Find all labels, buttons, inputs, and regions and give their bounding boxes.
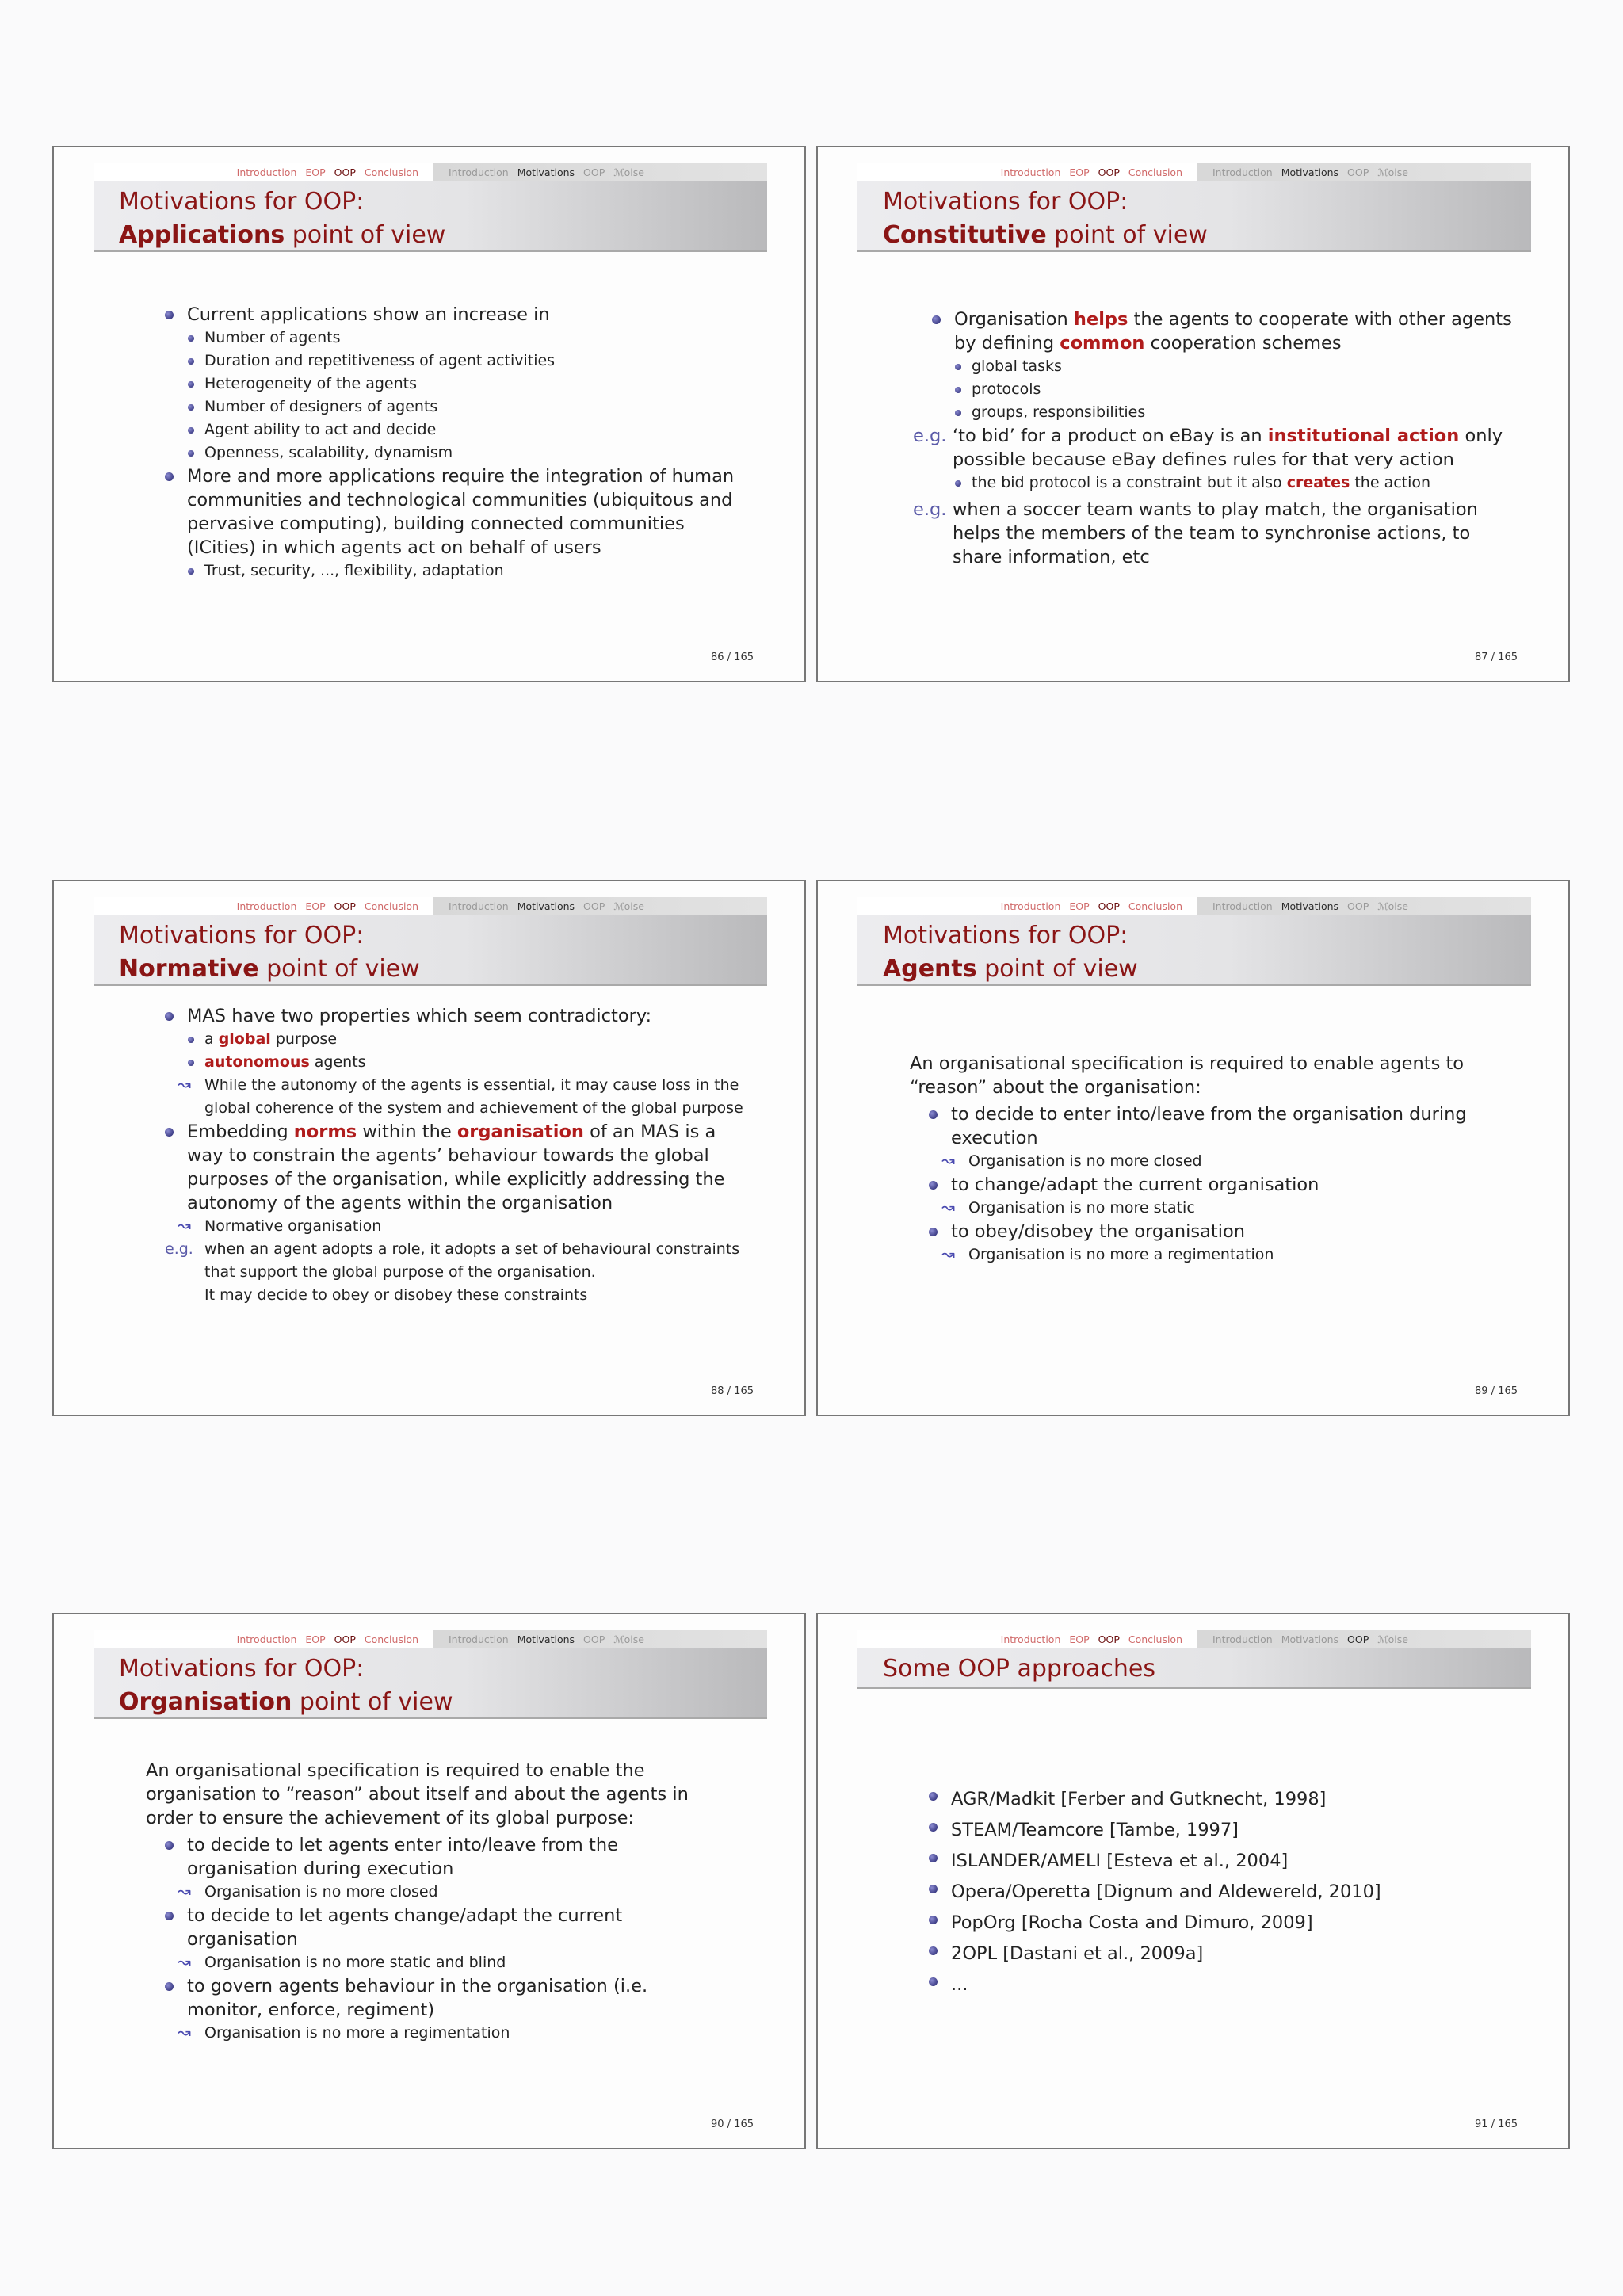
slide-title [94,915,767,986]
title-line-2: Organisation point of view [119,1688,453,1716]
bullet-item: to govern agents behaviour in the organisation (i.e. monitor, enforce, regiment) [165,1974,709,2022]
consequence-item: ↝ Organisation is no more static and blind [165,1951,709,1974]
subnav-introduction-link[interactable]: Introduction [1212,900,1273,912]
page-number: 91 / 165 [1475,2118,1518,2130]
sub-bullet-item: the bid protocol is a constraint but it also creates the action [932,472,1521,495]
nav-conclusion-link[interactable]: Conclusion [364,900,418,912]
subnav-introduction-link[interactable]: Introduction [1212,1633,1273,1645]
nav-oop-link[interactable]: OOP [334,166,356,178]
nav-eop-link[interactable]: EOP [1069,166,1090,178]
example-item: e.g. when a soccer team wants to play match, the organisation helps the members of the team to synchronise actions, to share information, etc [913,499,1478,567]
nav-oop-link[interactable]: OOP [1098,166,1120,178]
subnav-motivations-link[interactable]: Motivations [1281,900,1339,912]
nav-conclusion-link[interactable]: Conclusion [1128,900,1182,912]
slide-content [146,1759,709,2045]
consequence-item: ↝ Organisation is no more a regimentation [929,1244,1521,1266]
consequence-item: ↝ Organisation is no more closed [165,1881,709,1904]
nav-introduction-link[interactable]: Introduction [1000,900,1061,912]
subnav-moise-link[interactable]: ℳoise [613,1633,644,1645]
title-line-2: Agents point of view [883,955,1138,983]
slide-title [857,915,1531,986]
sub-bullet-item: Agent ability to act and decide [165,418,757,441]
subnav-moise-link[interactable]: ℳoise [1377,166,1408,178]
subnav-oop-link[interactable]: OOP [1347,900,1369,912]
nav-bar [94,1630,767,1648]
consequence-item: ↝ Organisation is no more a regimentation [165,2022,709,2045]
nav-conclusion-link[interactable]: Conclusion [1128,166,1182,178]
subnav-introduction-link[interactable]: Introduction [449,1633,509,1645]
consequence-item: ↝ Organisation is no more closed [929,1150,1521,1173]
intro-text: An organisational specification is required to enable agents to “reason” about the organisation: [910,1053,1465,1098]
bullet-item: ... [929,1969,1521,2000]
slide-content [165,1004,757,1307]
title-line-1: Motivations for OOP: [119,922,365,949]
bullet-item: to decide to let agents enter into/leave from the organisation during execution [165,1833,709,1881]
subnav-motivations-link[interactable]: Motivations [517,166,575,178]
subnav-moise-link[interactable]: ℳoise [613,900,644,912]
title-line-2: Applications point of view [119,221,446,249]
nav-conclusion-link[interactable]: Conclusion [364,166,418,178]
slide-86 [52,146,806,682]
subnav-oop-link[interactable]: OOP [1347,166,1369,178]
page-number: 87 / 165 [1475,651,1518,663]
sub-bullet-item: Trust, security, ..., flexibility, adaptation [165,560,757,583]
subnav-introduction-link[interactable]: Introduction [1212,166,1273,178]
bullet-item: to change/adapt the current organisation [929,1173,1521,1197]
subnav-oop-link[interactable]: OOP [583,166,605,178]
slide-88 [52,880,806,1416]
page-number: 90 / 165 [711,2118,754,2130]
nav-oop-link[interactable]: OOP [334,1633,356,1645]
consequence-item: ↝ Organisation is no more static [929,1197,1521,1220]
bullet-item: to decide to let agents change/adapt the current organisation [165,1904,709,1951]
sub-bullet-item: Openness, scalability, dynamism [165,441,757,464]
nav-oop-link[interactable]: OOP [1098,900,1120,912]
intro-text: An organisational specification is required to enable the organisation to “reason” about itself and about the agents in order to ensure the achievement of its global purpose: [146,1760,689,1828]
slide-content [913,308,1521,569]
bullet-item: MAS have two properties which seem contradictory: [165,1004,757,1028]
sub-bullet-item: Number of designers of agents [165,395,757,418]
title-line-1: Motivations for OOP: [883,188,1128,216]
title-line-1: Some OOP approaches [883,1655,1155,1683]
nav-introduction-link[interactable]: Introduction [236,166,297,178]
nav-conclusion-link[interactable]: Conclusion [364,1633,418,1645]
nav-oop-link[interactable]: OOP [334,900,356,912]
subnav-introduction-link[interactable]: Introduction [449,900,509,912]
nav-eop-link[interactable]: EOP [1069,1633,1090,1645]
subnav-oop-link[interactable]: OOP [583,1633,605,1645]
page-number: 88 / 165 [711,1385,754,1397]
bullet-item: to decide to enter into/leave from the organisation during execution [929,1102,1521,1150]
slide-title [94,181,767,252]
slide-title [857,1648,1531,1689]
title-line-2: Constitutive point of view [883,221,1208,249]
sub-bullet-item: global tasks [932,355,1521,378]
sub-bullet-item: Heterogeneity of the agents [165,372,757,395]
subnav-motivations-link[interactable]: Motivations [1281,166,1339,178]
consequence-item: ↝ Normative organisation [165,1215,757,1238]
subnav-motivations-link[interactable]: Motivations [517,1633,575,1645]
slide-title [94,1648,767,1719]
subnav-introduction-link[interactable]: Introduction [449,166,509,178]
bullet-item: PopOrg [Rocha Costa and Dimuro, 2009] [929,1908,1521,1939]
nav-eop-link[interactable]: EOP [305,900,326,912]
slide-87 [816,146,1570,682]
bullet-item: Opera/Operetta [Dignum and Aldewereld, 2010] [929,1877,1521,1908]
subnav-moise-link[interactable]: ℳoise [613,166,644,178]
nav-bar [94,897,767,915]
nav-bar [857,1630,1531,1648]
slide-90 [52,1613,806,2149]
subnav-moise-link[interactable]: ℳoise [1377,900,1408,912]
subnav-oop-link[interactable]: OOP [1347,1633,1369,1645]
nav-conclusion-link[interactable]: Conclusion [1128,1633,1182,1645]
sub-bullet-item: a global purpose [165,1028,757,1051]
sub-bullet-item: autonomous agents [165,1051,757,1074]
nav-bar [857,163,1531,181]
sub-bullet-item: groups, responsibilities [932,401,1521,424]
slide-89 [816,880,1570,1416]
subnav-motivations-link[interactable]: Motivations [517,900,575,912]
bullet-item: AGR/Madkit [Ferber and Gutknecht, 1998] [929,1784,1521,1815]
bullet-item: to obey/disobey the organisation [929,1220,1521,1244]
nav-introduction-link[interactable]: Introduction [1000,1633,1061,1645]
bullet-item: ISLANDER/AMELI [Esteva et al., 2004] [929,1846,1521,1877]
subnav-moise-link[interactable]: ℳoise [1377,1633,1408,1645]
subnav-motivations-link[interactable]: Motivations [1281,1633,1339,1645]
nav-bar [857,897,1531,915]
bullet-item: Current applications show an increase in [165,303,757,327]
nav-eop-link[interactable]: EOP [1069,900,1090,912]
title-line-1: Motivations for OOP: [883,922,1128,949]
nav-bar [94,163,767,181]
nav-introduction-link[interactable]: Introduction [236,1633,297,1645]
consequence-item: ↝ While the autonomy of the agents is essential, it may cause loss in the global coherence of the system and achievement of the global purpose [165,1074,757,1120]
nav-eop-link[interactable]: EOP [305,1633,326,1645]
slide-91 [816,1613,1570,2149]
example-item: e.g. ‘to bid’ for a product on eBay is an institutional action only possible because eBay defines rules for that very action [913,426,1503,470]
nav-introduction-link[interactable]: Introduction [236,900,297,912]
nav-oop-link[interactable]: OOP [1098,1633,1120,1645]
sub-bullet-item: Duration and repetitiveness of agent activities [165,350,757,372]
slide-content [929,1784,1521,2000]
page-number: 89 / 165 [1475,1385,1518,1397]
bullet-item: STEAM/Teamcore [Tambe, 1997] [929,1815,1521,1846]
nav-eop-link[interactable]: EOP [305,166,326,178]
title-line-2: Normative point of view [119,955,420,983]
nav-introduction-link[interactable]: Introduction [1000,166,1061,178]
slide-title [857,181,1531,252]
title-line-1: Motivations for OOP: [119,1655,365,1683]
slide-content [910,1052,1521,1266]
bullet-item: More and more applications require the integration of human communities and technological communities (ubiquitous and pervasive computing), building connected communities (ICities) in which agents act on behalf of users [165,464,757,560]
sub-bullet-item: Number of agents [165,327,757,350]
subnav-oop-link[interactable]: OOP [583,900,605,912]
example-item: e.g. when an agent adopts a role, it adopts a set of behavioural constraints that support the global purpose of the organisation. It may decide to obey or disobey these constraints [165,1240,740,1304]
title-line-1: Motivations for OOP: [119,188,365,216]
page-number: 86 / 165 [711,651,754,663]
bullet-item: Embedding norms within the organisation of an MAS is a way to constrain the agents’ behaviour towards the global purposes of the organisation, while explicitly addressing the autonomy of the agents within the organisation [165,1120,757,1215]
sub-bullet-item: protocols [932,378,1521,401]
bullet-item: 2OPL [Dastani et al., 2009a] [929,1939,1521,1969]
slide-content [165,303,757,583]
bullet-item: Organisation helps the agents to cooperate with other agents by defining common cooperation schemes [932,308,1521,355]
